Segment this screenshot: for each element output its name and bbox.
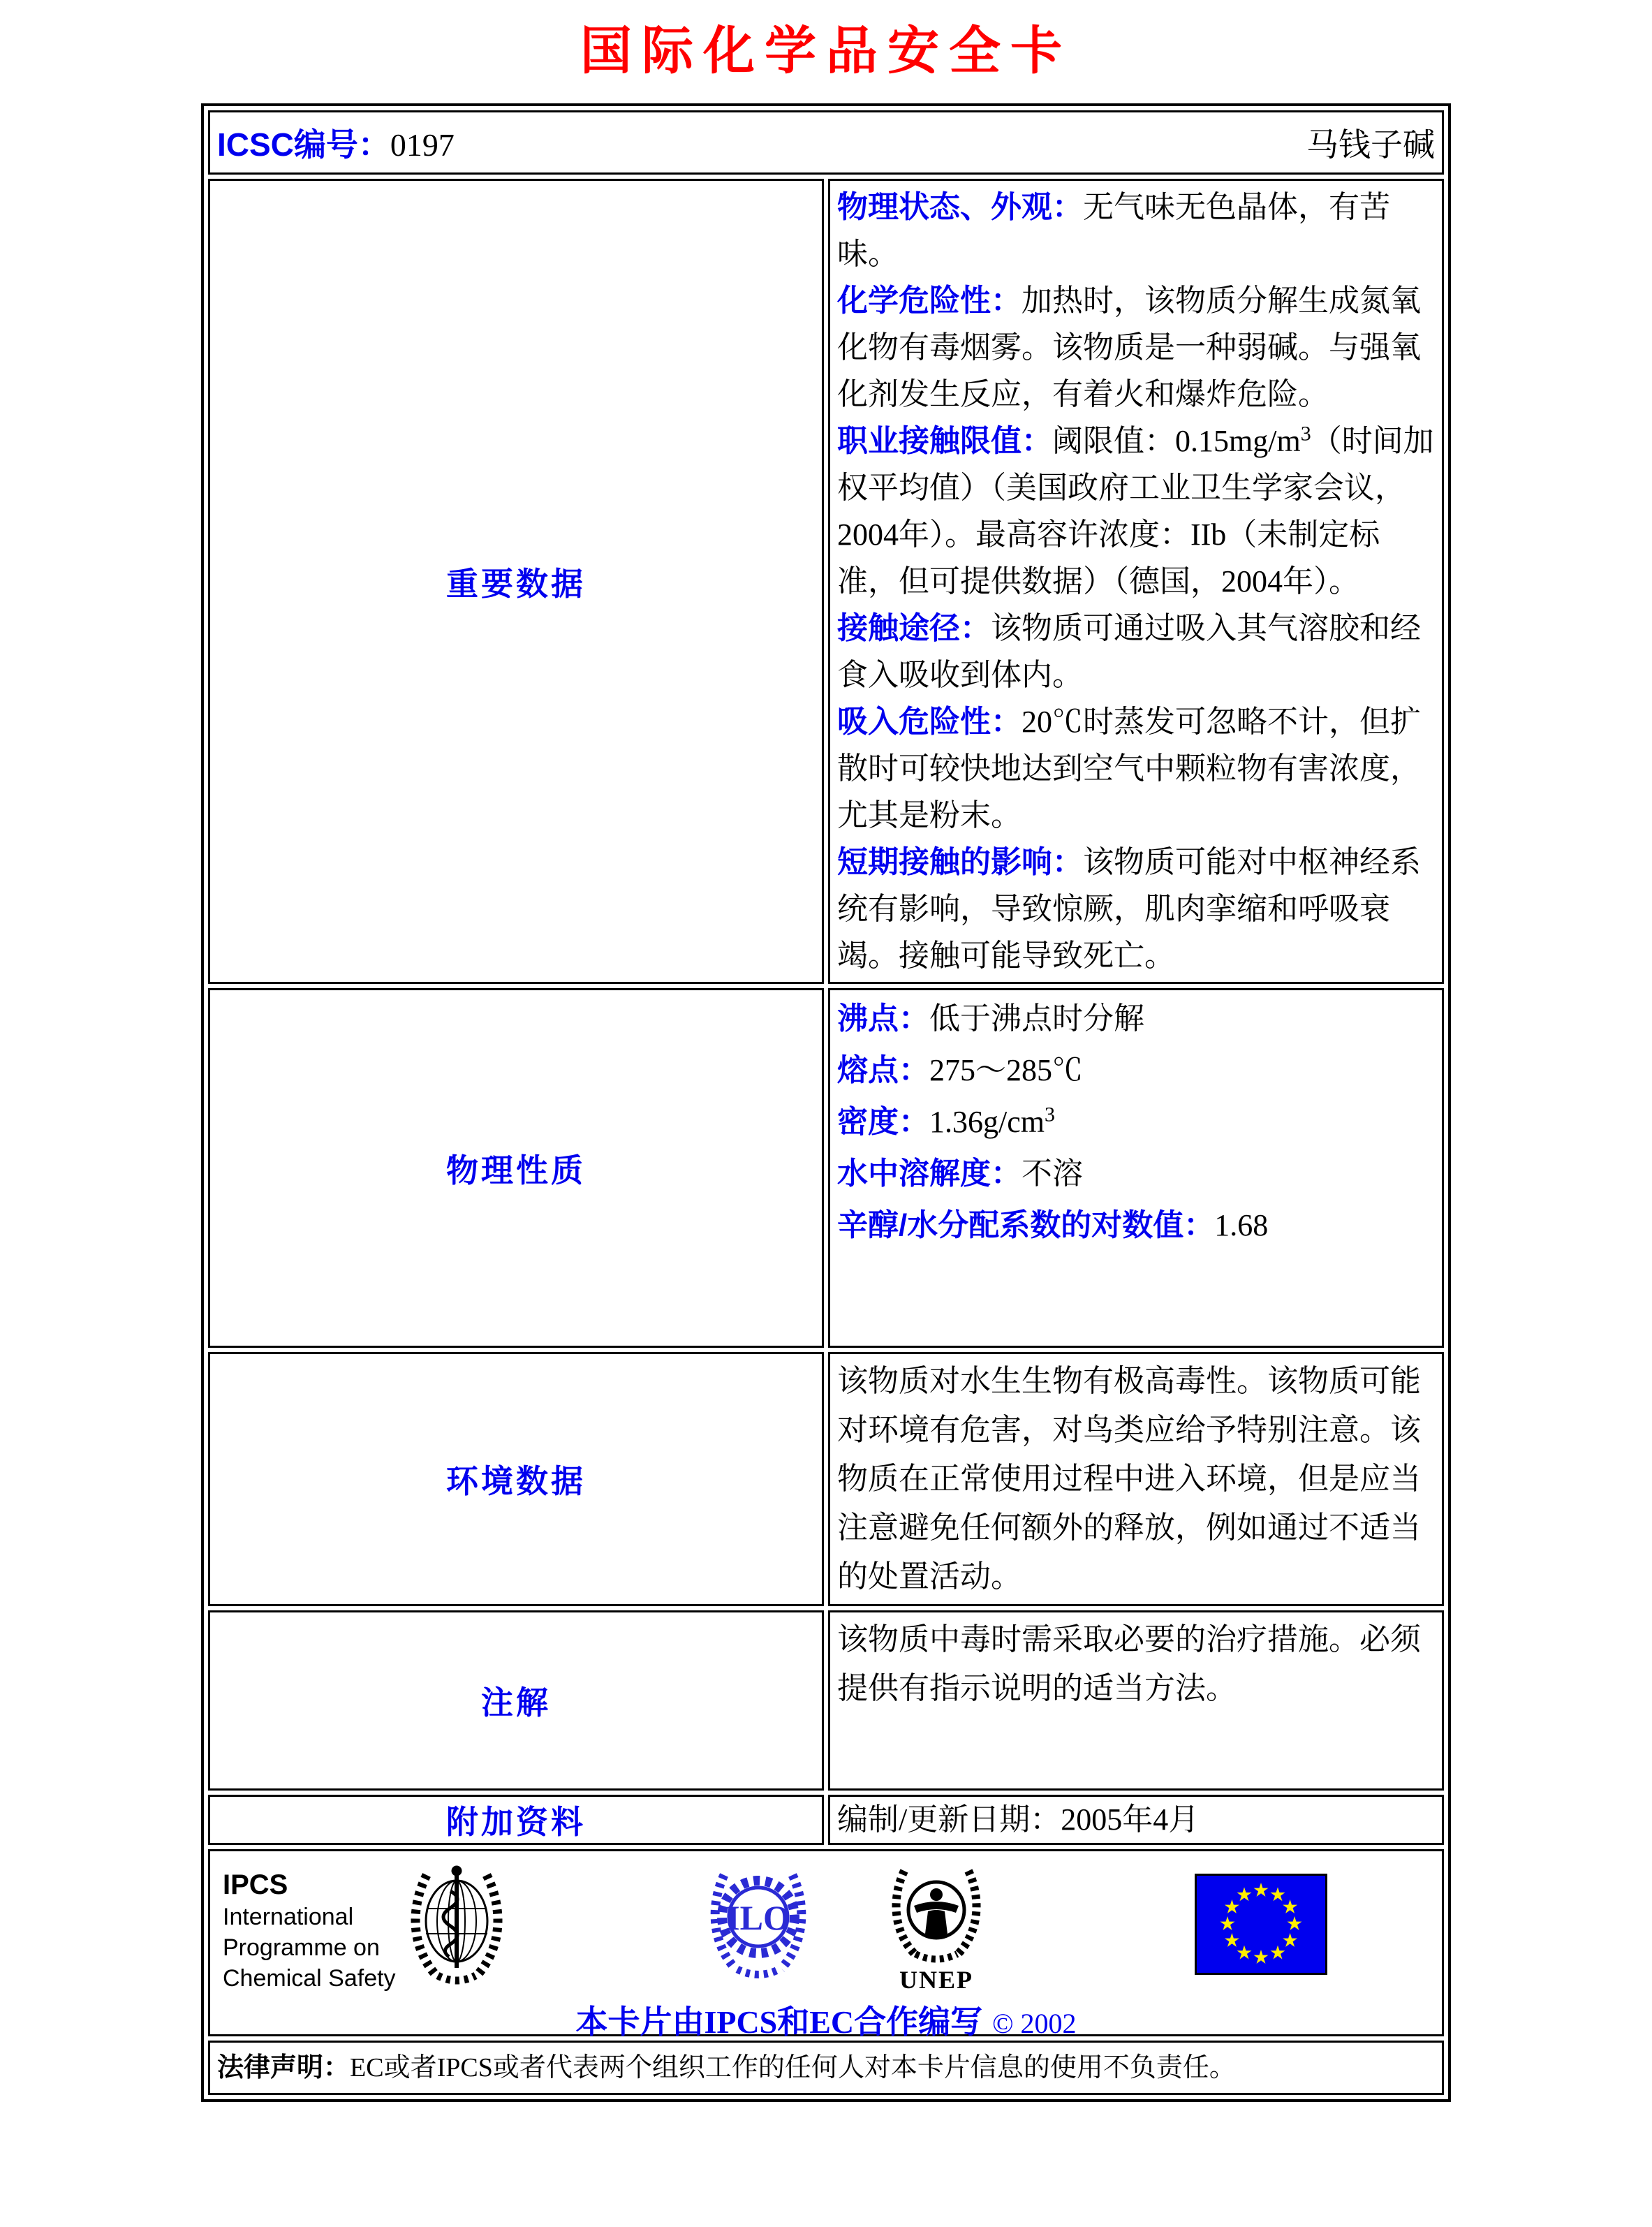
item-label: 熔点： [837, 1053, 929, 1087]
safety-card-table [201, 103, 1451, 2102]
row-label-important-data: 重要数据 [208, 179, 824, 984]
item-text: 1.36g/cm [929, 1105, 1045, 1139]
environmental-data-content [828, 1352, 1444, 1606]
copyright-text: © 2002 [992, 2008, 1077, 2039]
unep-logo-icon [887, 1861, 985, 1994]
row-label-additional-info: 附加资料 [208, 1795, 824, 1845]
ipcs-title: IPCS [223, 1869, 288, 1900]
item-text: 不溶 [1022, 1156, 1083, 1191]
item-text: 该物质可通过吸入其气溶胶和经食入吸收到体内。 [837, 611, 1421, 692]
item-text: 阈限值：0.15mg/m [1052, 424, 1301, 458]
ipcs-subtitle-line: International [223, 1904, 354, 1930]
environmental-data-text: 该物质对水生生物有极高毒性。该物质可能对环境有危害，对鸟类应给予特别注意。该物质在正常使用过程中进入环境，但是应当注意避免任何额外的释放，例如通过不适当的处置活动。 [837, 1364, 1421, 1594]
physical-property-item [837, 993, 1435, 1045]
footer-logos [217, 1854, 1435, 2040]
item-label: 职业接触限值： [837, 424, 1052, 458]
item-label: 辛醇/水分配系数的对数值： [837, 1208, 1215, 1242]
item-sup: 3 [1300, 422, 1311, 446]
item-text: 低于沸点时分解 [929, 1001, 1144, 1036]
important-data-item [837, 184, 1435, 277]
item-label: 水中溶解度： [837, 1156, 1022, 1191]
item-label: 吸入危险性： [837, 705, 1022, 739]
icsc-number-value: 0197 [390, 127, 455, 163]
icsc-number-label: ICSC编号： [217, 126, 390, 163]
update-date-text: 编制/更新日期：2005年4月 [837, 1802, 1200, 1837]
additional-info-content [828, 1795, 1444, 1845]
important-data-item [837, 418, 1435, 605]
item-text-post: （时间加权平均值）（美国政府工业卫生学家会议，2004年）。最高容许浓度：IIb（未制定标准，但可提供数据）（德国，2004年）。 [837, 424, 1434, 598]
who-logo-icon [404, 1860, 509, 1992]
svg-text:UNEP: UNEP [899, 1966, 973, 1994]
footer-caption [217, 1997, 1435, 2043]
physical-property-item [837, 1200, 1435, 1251]
eu-flag-icon [1195, 1874, 1327, 1975]
ipcs-subtitle-line: Programme on [223, 1934, 380, 1961]
card-header [217, 115, 1435, 170]
item-label: 物理状态、外观： [837, 190, 1083, 224]
important-data-item [837, 605, 1435, 698]
row-label-physical-properties: 物理性质 [208, 988, 824, 1348]
important-data-content [828, 179, 1444, 984]
caption-text: 本卡片由IPCS和EC合作编写 [575, 2004, 983, 2040]
important-data-item [837, 277, 1435, 418]
notes-text: 该物质中毒时需采取必要的治疗措施。必须提供有指示说明的适当方法。 [837, 1622, 1421, 1705]
item-text: 加热时，该物质分解生成氮氧化物有毒烟雾。该物质是一种弱碱。与强氧化剂发生反应，有着火和爆炸危险。 [837, 284, 1421, 411]
icsc-number-group [217, 119, 455, 166]
row-label-notes: 注解 [208, 1610, 824, 1791]
notes-content [828, 1610, 1444, 1791]
legal-notice [217, 2045, 1435, 2090]
item-label: 化学危险性： [837, 284, 1022, 318]
physical-property-item [837, 1096, 1435, 1148]
item-text: 无气味无色晶体，有苦味。 [837, 190, 1390, 271]
item-text: 该物质可能对中枢神经系统有影响，导致惊厥，肌肉挛缩和呼吸衰竭。接触可能导致死亡。 [837, 845, 1421, 973]
physical-properties-content [828, 988, 1444, 1348]
item-text: 1.68 [1214, 1208, 1269, 1242]
legal-text: EC或者IPCS或者代表两个组织工作的任何人对本卡片信息的使用不负责任。 [350, 2053, 1236, 2082]
physical-property-item [837, 1148, 1435, 1200]
item-label: 短期接触的影响： [837, 845, 1083, 879]
important-data-item [837, 698, 1435, 839]
important-data-item [837, 839, 1435, 979]
ipcs-subtitle-line: Chemical Safety [223, 1965, 396, 1992]
chemical-name: 马钱子碱 [1306, 127, 1435, 163]
item-text: 20℃时蒸发可忽略不计，但扩散时可较快地达到空气中颗粒物有害浓度，尤其是粉末。 [837, 705, 1421, 832]
ilo-logo-icon [706, 1862, 811, 1988]
item-text: 275～285℃ [929, 1053, 1083, 1087]
item-label: 沸点： [837, 1001, 929, 1036]
ipcs-text-block [223, 1868, 396, 1994]
svg-text:ILO: ILO [726, 1898, 790, 1937]
row-label-environmental-data: 环境数据 [208, 1352, 824, 1606]
page-title: 国际化学品安全卡 [580, 22, 1072, 80]
item-sup: 3 [1044, 1103, 1055, 1126]
item-label: 接触途径： [837, 611, 991, 645]
legal-label: 法律声明： [217, 2053, 351, 2082]
physical-property-item [837, 1045, 1435, 1096]
item-label: 密度： [837, 1105, 929, 1139]
